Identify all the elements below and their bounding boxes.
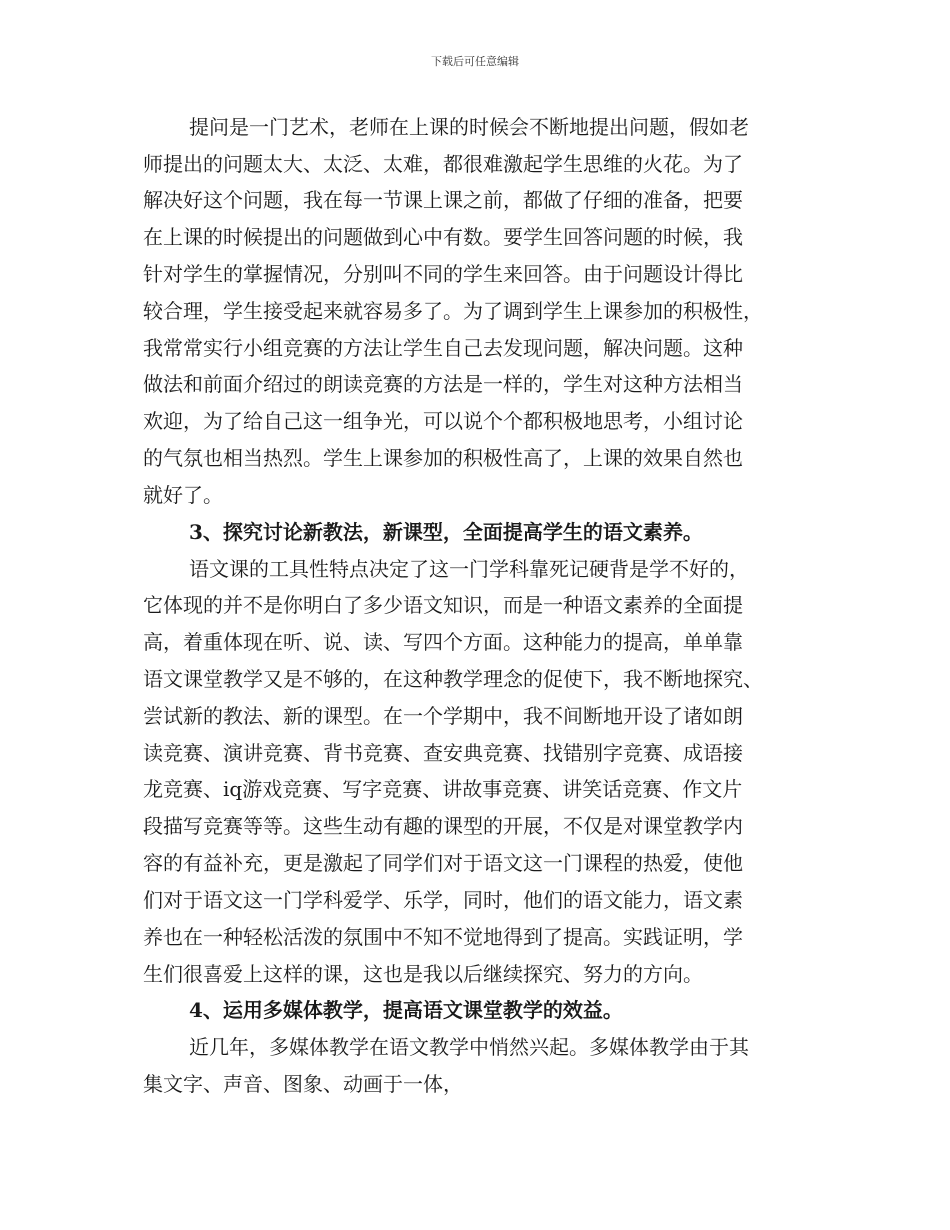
paragraph-line: 养也在一种轻松活泼的氛围中不知不觉地得到了提高。实践证明，学 [143, 925, 743, 949]
paragraph-line: 生们很喜爱上这样的课，这也是我以后继续探究、努力的方向。 [143, 962, 703, 986]
paragraph-line: 我常常实行小组竞赛的方法让学生自己去发现问题，解决问题。这种 [143, 336, 743, 360]
paragraph-line: 在上课的时候提出的问题做到心中有数。要学生回答问题的时候，我 [143, 225, 743, 249]
paragraph-line: 容的有益补充，更是激起了同学们对于语文这一门课程的热爱，使他 [143, 851, 743, 875]
paragraph-line: 读竞赛、演讲竞赛、背书竞赛、查安典竞赛、找错别字竞赛、成语接 [143, 741, 743, 765]
paragraph-line: 欢迎，为了给自己这一组争光，可以说个个都积极地思考，小组讨论 [143, 409, 743, 433]
paragraph-line: 们对于语文这一门学科爱学、乐学，同时，他们的语文能力，语文素 [143, 888, 743, 912]
paragraph-line: 针对学生的掌握情况，分别叫不同的学生来回答。由于问题设计得比 [143, 262, 743, 286]
paragraph-line: 的气氛也相当热烈。学生上课参加的积极性高了，上课的效果自然也 [143, 446, 743, 470]
paragraph-line: 集文字、声音、图象、动画于一体， [143, 1072, 463, 1096]
paragraph-line: 近几年，多媒体教学在语文教学中悄然兴起。多媒体教学由于其 [189, 1035, 749, 1059]
paragraph-line: 龙竞赛、iq游戏竞赛、写字竞赛、讲故事竞赛、讲笑话竞赛、作文片 [143, 777, 743, 801]
paragraph-line: 它体现的并不是你明白了多少语文知识，而是一种语文素养的全面提 [143, 593, 743, 617]
paragraph-line: 较合理，学生接受起来就容易多了。为了调到学生上课参加的积极性， [143, 299, 763, 323]
paragraph-line: 做法和前面介绍过的朗读竞赛的方法是一样的，学生对这种方法相当 [143, 372, 743, 396]
section-heading: 3、探究讨论新教法，新课型，全面提高学生的语文素养。 [189, 520, 703, 544]
paragraph-line: 就好了。 [143, 483, 223, 507]
paragraph-line: 师提出的问题太大、太泛、太难，都很难激起学生思维的火花。为了 [143, 152, 743, 176]
paragraph-line: 提问是一门艺术，老师在上课的时候会不断地提出问题，假如老 [189, 115, 749, 139]
paragraph-line: 语文课的工具性特点决定了这一门学科靠死记硬背是学不好的， [189, 557, 749, 581]
paragraph-line: 语文课堂教学又是不够的，在这种教学理念的促使下，我不断地探究、 [143, 667, 763, 691]
section-heading: 4、运用多媒体教学，提高语文课堂教学的效益。 [189, 998, 623, 1022]
paragraph-line: 高，着重体现在听、说、读、写四个方面。这种能力的提高，单单靠 [143, 630, 743, 654]
paragraph-line: 解决好这个问题，我在每一节课上课之前，都做了仔细的准备，把要 [143, 188, 743, 212]
paragraph-line: 段描写竞赛等等。这些生动有趣的课型的开展，不仅是对课堂教学内 [143, 814, 743, 838]
page-header: 下载后可任意编辑 [431, 55, 519, 68]
paragraph-line: 尝试新的教法、新的课型。在一个学期中，我不间断地开设了诸如朗 [143, 704, 743, 728]
